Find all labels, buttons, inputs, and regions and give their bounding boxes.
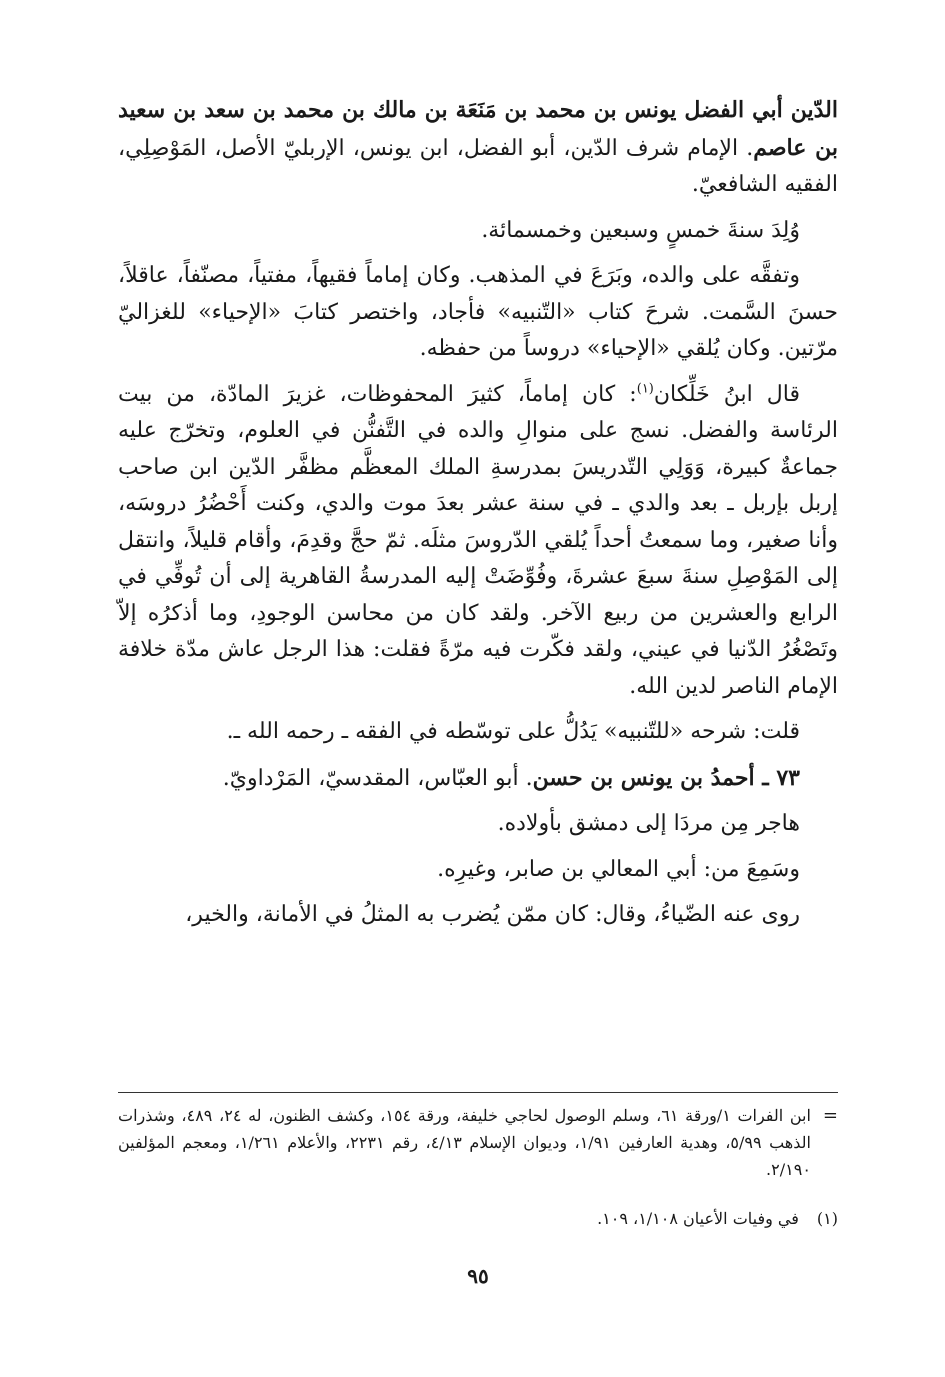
quote-source: قال ابنُ خَلِّكان	[653, 381, 800, 407]
quote-text: : كان إماماً، كثيرَ المحفوظات، غزيرَ المادّة، من بيت الرئاسة والفضل. نسج على منوالِ والده في التَّفنُّن في العلوم، وتخرّج عليه جماعةٌ كبيرة، وَوَلِي التّدريسَ بمدرسةِ الملك المعظَّم مظفَّر الدّين ابن صاحب إربل بإربل ـ بعد والدي ـ في سنة عشر بعدَ موت والدي، وكنت أَحْضُرُ دروسَه، وأنا صغير، وما سمعتُ أحداً يُلقي الدّروسَ مثلَه. ثمّ حجَّ وقدِمَ، وأقام قليلاً، وانتقل إلى المَوْصِلِ سنةَ سبعَ عشرةَ، وفُوِّضَتْ إليه المدرسةُ القاهرية إلى أن تُوفِّي في الرابع والعشرين من ربيع الآخر. ولقد كان من محاسن الوجودِ، وما أذكرُه إلاّ وتَصْغُرُ الدّنيا في عيني، ولقد فكّرت فيه مرّةً فقلت: هذا الرجل عاش مدّة خلافة الإمام الناصر لدين الله.	[118, 381, 838, 699]
footnote-continuation	[118, 1102, 838, 1183]
footnote-marker: (١)	[816, 1209, 838, 1228]
paragraph	[118, 760, 838, 798]
footnotes	[118, 1102, 838, 1232]
continuation-marker: =	[822, 1105, 838, 1126]
paragraph	[118, 377, 838, 706]
footnote-separator	[118, 1092, 838, 1093]
bio-name: الدّين أبي الفضل يونس بن محمد بن مَنَعَة بن مالك بن محمد بن سعد بن سعيد بن عاصم	[118, 97, 838, 161]
paragraph: هاجر مِن مردَا إلى دمشق بأولاده.	[497, 811, 800, 836]
paragraph: قلت: شرحه «للتّنبيه» يَدُلُّ على توسّطه في الفقه ـ رحمه الله ـ.	[226, 719, 800, 744]
footnote-text: في وفيات الأعيان ١/١٠٨، ١٠٩.	[597, 1209, 799, 1228]
bio-details: . الإمام شرف الدّين، أبو الفضل، ابن يونس، الإربليّ الأصل، المَوْصِلِي، الفقيه الشافعيّ.	[118, 135, 838, 197]
footnote-1	[118, 1205, 838, 1232]
entry-heading: ٧٣ ـ أحمدُ بن يونس بن حسن	[532, 764, 800, 791]
book-page	[118, 92, 838, 1372]
entry-details: . أبو العبّاس، المقدسيّ، المَرْداويّ.	[222, 765, 533, 791]
paragraph: وسَمِعَ من: أبي المعالي بن صابر، وغيرِه.	[437, 856, 800, 882]
paragraph	[118, 92, 838, 204]
footnote-ref: (١)	[636, 381, 654, 397]
paragraph: وتفقَّه على والده، وبَرَعَ في المذهب. وكان إماماً فقيهاً، مفتياً، مصنّفاً، عاقلاً، حسنَ السَّمت. شرحَ كتاب «التّنبيه» فأجاد، واختصر كتابَ «الإحياء» للغزاليّ مرّتين. وكان يُلقي «الإحياء» دروساً من حفظه.	[118, 263, 838, 361]
footnote-text: ابن الفرات ١/ورقة ٦١، وسلم الوصول لحاجي خليفة، ورقة ١٥٤، وكشف الظنون، له ٢٤، ٤٨٩، وشذرات الذهب ٥/٩٩، وهدية العارفين ١/٩١، وديوان الإسلام ٤/١٣، رقم ٢٢٣١، والأعلام ١/٢٦١، ومعجم المؤلفين ٢/١٩٠.	[118, 1106, 811, 1179]
paragraph: وُلِدَ سنةَ خمسٍ وسبعين وخمسمائة.	[481, 217, 800, 243]
main-text	[118, 92, 838, 934]
page-number: ٩٥	[467, 1264, 489, 1288]
paragraph: روى عنه الضّياءُ، وقال: كان ممّن يُضرب به المثلُ في الأمانة، والخير،	[185, 902, 800, 927]
